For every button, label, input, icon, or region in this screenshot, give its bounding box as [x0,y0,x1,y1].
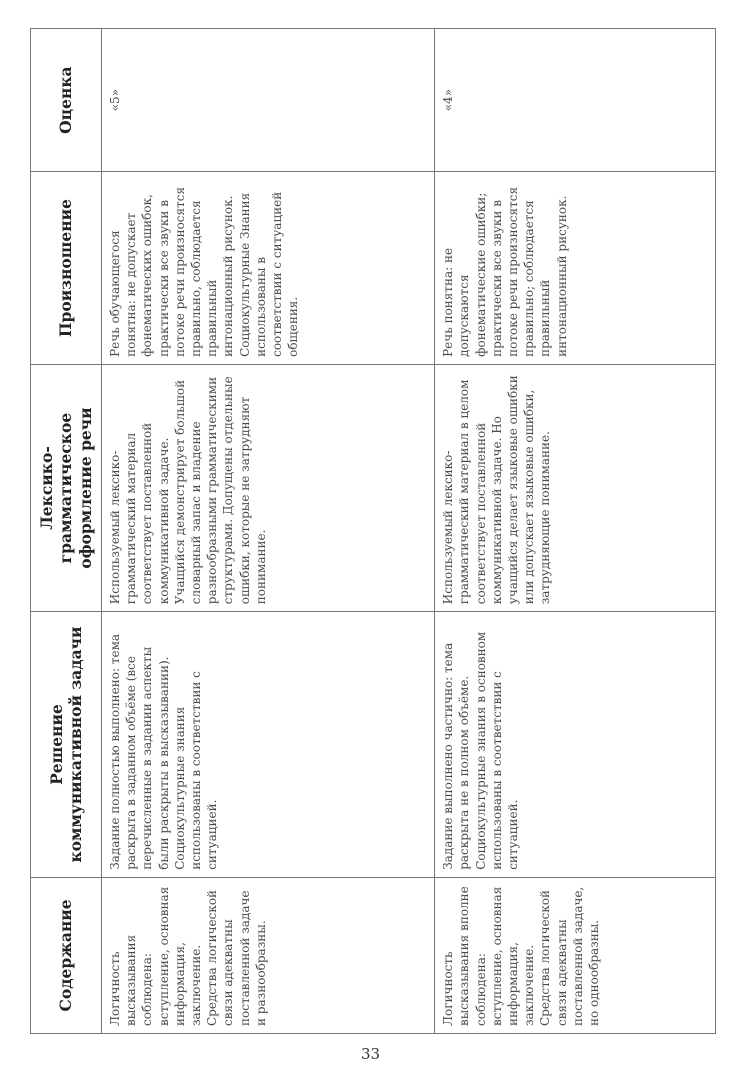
cell-grade: «5» [102,29,435,172]
header-pronunciation: Произношение [31,172,102,365]
rotated-table-wrapper [30,28,716,1034]
header-lexical: Лексико-грамматическое оформление речи [31,364,102,611]
cell-task: Задание выполнено частично: тема раскрыта не в полном объёме. Социокультурные знания в основном использованы в соответствии с ситуацией. [435,612,716,878]
cell-content: Логичность высказывания соблюдена: вступление, основная информация, заключение. Средства логической связи адекватны поставленной задаче и разнообразны. [102,877,435,1033]
table-row [435,29,716,1034]
table-row [102,29,435,1034]
cell-pronunciation: Речь понятна: не допускаются фонематические ошибки; практически все звуки в потоке речи произносятся правильно; соблюдается правильный интонационный рисунок. [435,172,716,365]
cell-lexical: Используемый лексико-грамматический материал соответствует поставленной коммуникативной задаче. Учащийся демонстрирует большой словарный запас и владение разнообразными грамматическими структурами. Допущены отдельные ошибки, которые не затрудняют понимание. [102,364,435,611]
cell-task: Задание полностью выполнено: тема раскрыта в заданном объёме (все перечисленные в задании аспекты были раскрыты в высказывании). Социокультурные знания использованы в соответствии с ситуацией. [102,612,435,878]
header-task: Решение коммуникативной задачи [31,612,102,878]
cell-content: Логичность высказывания вполне соблюдена: вступление, основная информация, заключение. Средства логической связи адекватны поставленной задаче, но однообразны. [435,877,716,1033]
table-header-row [31,29,102,1034]
header-grade: Оценка [31,29,102,172]
cell-grade: «4» [435,29,716,172]
cell-lexical: Используемый лексико-грамматический материал в целом соответствует поставленной коммуникативной задаче. Но учащийся делает языковые ошибки или допускает языковые ошибки, затрудняющие понимание. [435,364,716,611]
cell-pronunciation: Речь обучающегося понятна: не допускает фонематических ошибок, практически все звуки в потоке речи произносятся правильно, соблюдается правильный интонационный рисунок. Социокультурные Знания использованы в соответствии с ситуацией общения. [102,172,435,365]
grading-criteria-table [30,28,716,1034]
page-number: 33 [360,1045,381,1063]
header-content: Содержание [31,877,102,1033]
